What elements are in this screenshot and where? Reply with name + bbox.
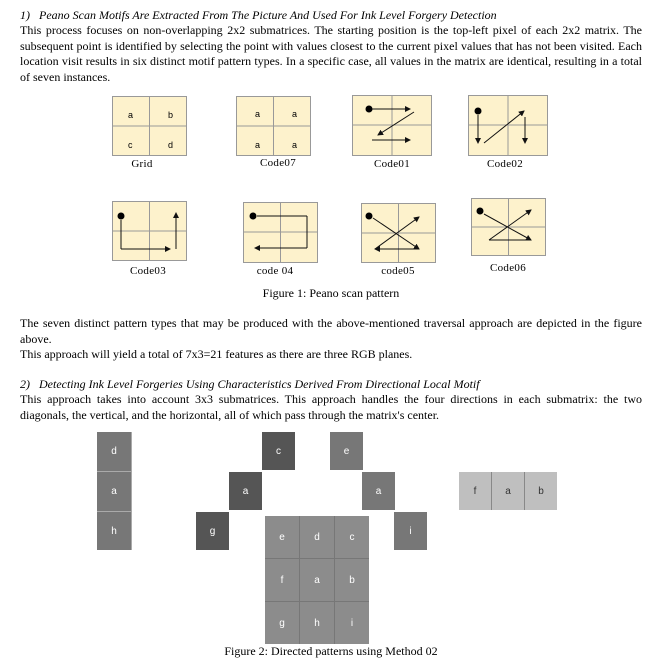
code01-diagram [352, 95, 432, 156]
section1-heading: 1) Peano Scan Motifs Are Extracted From The Picture And Used For Ink Level Forgery Detection [20, 8, 497, 22]
code05-diagram [361, 203, 436, 263]
diag2-cell-e: e [330, 432, 363, 470]
horizontal-cell-b: b [525, 472, 557, 510]
matrix-3x3 [265, 516, 369, 644]
section2-paragraph: This approach takes into account 3x3 submatrices. This approach handles the four directions in each submatrix: the two diagonals, the vertical, and the horizontal, all of which pass through the matrix's center. [20, 392, 642, 422]
section1-paragraph: This process focuses on non-overlapping 2x2 submatrices. The starting position is the top-left pixel of each 2x2 matrix. The subsequent point is identified by selecting the point with values closest to the current pixel values that has not been visited. Each location visit results in six distinct motif pattern types. In a specific case, all values in the matrix are identical, resulting in a total of seven instances. [20, 23, 642, 84]
code07-cell: a [255, 109, 261, 119]
figure1-caption: Figure 1: Peano scan pattern [262, 286, 400, 300]
grid-diagram [112, 96, 187, 156]
grid-cell-b: b [168, 110, 174, 120]
matrix-cell: f [265, 559, 300, 602]
vertical-cell-a: a [97, 472, 132, 512]
features-paragraph: This approach will yield a total of 7x3=21 features as there are three RGB planes. [20, 347, 413, 361]
code06-label: Code06 [489, 262, 527, 274]
code07-diagram [236, 96, 311, 156]
vertical-cell-d: d [97, 432, 132, 472]
diag1-cell-c: c [262, 432, 295, 470]
matrix-cell: d [300, 516, 335, 559]
section2-heading: 2) Detecting Ink Level Forgeries Using Characteristics Derived From Directional Local Motif [20, 377, 480, 391]
code07-cell: a [292, 140, 298, 150]
code02-diagram [468, 95, 548, 156]
code05-label: code05 [381, 265, 415, 277]
code01-label: Code01 [373, 158, 411, 170]
matrix-cell: i [350, 617, 354, 629]
grid-cell-d: d [168, 140, 174, 150]
figure2-caption: Figure 2: Directed patterns using Method 02 [224, 644, 438, 658]
patterns-paragraph: The seven distinct pattern types that may be produced with the above-mentioned traversal approach are depicted in the figure above. [20, 316, 642, 346]
matrix-cell: e [265, 516, 300, 559]
diag2-cell-i: i [394, 512, 427, 550]
diag1-cell-g: g [196, 512, 229, 550]
horizontal-cell-f: f [459, 472, 492, 510]
horizontal-cell-a: a [492, 472, 525, 510]
code06-diagram [471, 198, 546, 256]
vertical-cell-h: h [97, 512, 132, 550]
diag1-cell-a: a [229, 472, 262, 510]
code04-diagram [243, 202, 318, 263]
grid-cell-c: c [128, 140, 133, 150]
matrix-cell: h [300, 602, 335, 644]
matrix-cell: g [265, 602, 300, 644]
code07-cell: a [292, 109, 298, 119]
code04-label: code 04 [256, 265, 294, 277]
code03-label: Code03 [129, 265, 167, 277]
matrix-cell: b [335, 559, 369, 602]
code07-label: Code07 [259, 157, 297, 169]
matrix-cell: a [300, 559, 335, 602]
diag2-cell-a: a [362, 472, 395, 510]
code03-diagram [112, 201, 187, 261]
grid-cell-a: a [128, 110, 134, 120]
code07-cell: a [255, 140, 261, 150]
code02-label: Code02 [486, 158, 524, 170]
grid-label: Grid [131, 158, 153, 170]
matrix-cell: c [335, 516, 369, 559]
